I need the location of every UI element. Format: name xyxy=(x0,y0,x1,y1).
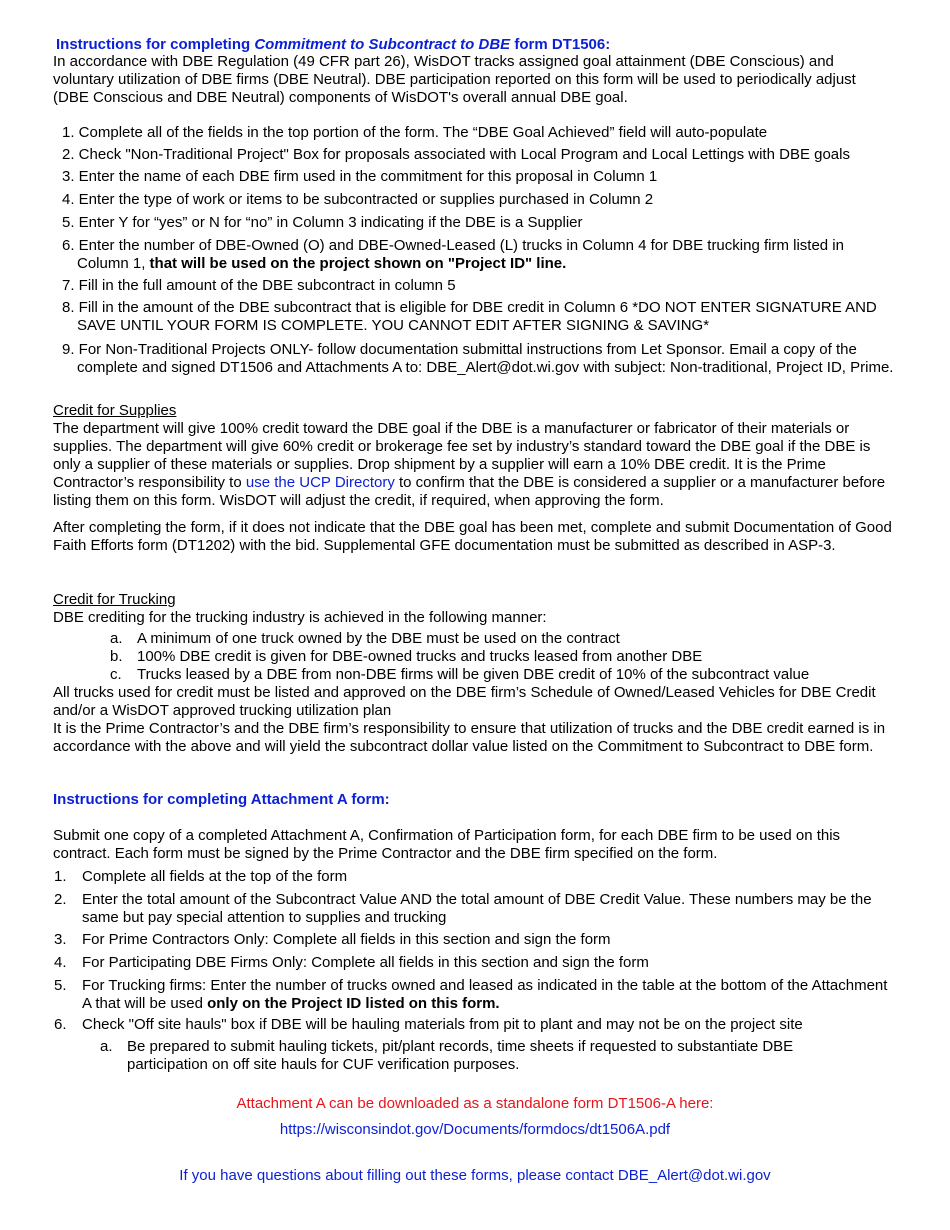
dt1506a-download-link[interactable]: https://wisconsindot.gov/Documents/formdocs/dt1506A.pdf xyxy=(279,1121,671,1138)
trucking-heading: Credit for Trucking xyxy=(53,591,176,608)
trucking-paragraph-1: All trucks used for credit must be listed and approved on the DBE firm’s Schedule of Owned/Leased Vehicles for DBE Credit and/or a WisDOT approved trucking utilization plan xyxy=(53,684,876,719)
step-item: 2. Check "Non-Traditional Project" Box for proposals associated with Local Program and Local Lettings with DBE goals xyxy=(62,146,850,163)
intro-paragraph: In accordance with DBE Regulation (49 CFR part 26), WisDOT tracks assigned goal attainment (DBE Conscious) and voluntary utilization of DBE firms (DBE Neutral). DBE participation reported on this form will be used to periodically adjust (DBE Conscious and DBE Neutral) components of WisDOT's overall annual DBE goal. xyxy=(53,53,856,106)
supplies-heading: Credit for Supplies xyxy=(53,402,177,419)
step-item: 5. Enter Y for “yes” or N for “no” in Column 3 indicating if the DBE is a Supplier xyxy=(62,214,583,231)
contact-note: If you have questions about filling out these forms, please contact DBE_Alert@dot.wi.gov xyxy=(179,1167,771,1184)
title-suffix: form DT1506: xyxy=(510,36,611,53)
ucp-directory-link[interactable]: use the UCP Directory xyxy=(245,474,395,491)
title-form-name: Commitment to Subcontract to DBE xyxy=(254,36,511,53)
after-form-paragraph: After completing the form, if it does not indicate that the DBE goal has been met, complete and submit Documentation of Good Faith Efforts form (DT1202) with the bid. Supplemental GFE documentation must be submitted as described in ASP-3. xyxy=(53,519,892,554)
step-item: 3. Enter the name of each DBE firm used in the commitment for this proposal in Column 1 xyxy=(62,168,658,185)
download-note: Attachment A can be downloaded as a standalone form DT1506-A here: xyxy=(236,1095,714,1112)
document-page: Instructions for completing Commitment to Subcontract to DBE form DT1506: In accordance with DBE Regulation (49 CFR part 26), WisDOT tracks assigned goal attainment (DBE Conscious) and voluntary utilization of DBE firms (DBE Neutral). DBE participation reported on this form will be used to periodically adjust (DBE Conscious and DBE Neutral) components of WisDOT's overall annual DBE goal. 1. Complete all of the fields in the top portion of the form. The “DBE Goal Achieved” field will auto-populate 2. Check "Non-Traditional Project" Box for proposals associated with Local Program and Local Lettings with DBE goals 3. Enter the name of each DBE firm used in the commitment for this proposal in Column 1 4. Enter the type of work or items to be subcontracted or supplies purchased in Column 2 5. Enter Y for “yes” or N for “no” in Column 3 indicating if the DBE is a Supplier 6. Enter the number of DBE-Owned (O) and DBE-Owned-Leased (L) trucks in Column 4 for DBE trucking firm listed in Column 1, that will be used on the project shown on "Project ID" line. 7. Fill in the full amount of the DBE subcontract in column 5 8. Fill in the amount of the DBE subcontract that is eligible for DBE credit in Column 6 *DO NOT ENTER SIGNATURE AND SAVE UNTIL YOUR FORM IS COMPLETE. YOU CANNOT EDIT AFTER SIGNING & SAVING* 9. For Non-Traditional Projects ONLY- follow documentation submittal instructions from Let Sponsor. Email a copy of the complete and signed DT1506 and Attachments A to: DBE_Alert@dot.wi.gov with subject: Non-traditional, Project ID, Prime. Credit for Supplies The department will give 100% credit toward the DBE goal if the DBE is a manufacturer or fabricator of their materials or supplies. The department will give 60% credit or brokerage fee set by industry’s standard toward the DBE goal if the DBE is only a supplier of these materials or supplies. Drop shipment by a supplier will earn a 10% DBE credit. It is the Prime Contractor’s responsibility to use the UCP Directory to confirm that the DBE is considered a supplier or a manufacturer before listing them on this form. WisDOT will adjust the credit, if required, when approving the form. After completing the form, if it does not indicate that the DBE goal has been met, complete and submit Documentation of Good Faith Efforts form (DT1202) with the bid. Supplemental GFE documentation must be submitted as described in ASP-3. Credit for Trucking DBE crediting for the trucking industry is achieved in the following manner: a. A minimum of one truck owned by the DBE must be used on the contract b. 100% DBE credit is given for DBE-owned trucks and trucks leased from another DBE c. Trucks leased by a DBE from non-DBE firms will be given DBE credit of 10% of the subcontract value All trucks used for credit must be listed and approved on the DBE firm’s Schedule of Owned/Leased Vehicles for DBE Credit and/or a WisDOT approved trucking utilization plan It is the Prime Contractor’s and the DBE firm’s responsibility to ensure that utilization of trucks and the DBE credit earned is in accordance with the above and will yield the subcontract dollar value listed on the Commitment to Subcontract to DBE form. Instructions for completing Attachment A form: Submit one copy of a completed Attachment A, Confirmation of Participation form, for each DBE firm to be used on this contract. Each form must be signed by the Prime Contractor and the DBE firm specified on the form. 1. Complete all fields at the top of the form 2. Enter the total amount of the Subcontract Value AND the total amount of DBE Credit Value. These numbers may be the same but pay special attention to supplies and trucking 3. For Prime Contractors Only: Complete all fields in this section and sign the form 4. For Participating DBE Firms Only: Complete all fields in this section and sign the form 5. For Trucking firms: Enter the number of trucks owned and leased as indicated in the table at the bottom of the Attachment A that will be used only on the Project ID listed on this form. 6. Check "Off site hauls" box if DBE will be hauling materials from pit to plant and may not be on the project site a. Be prepared to submit hauling tickets, pit/plant records, time sheets if requested to substantiate DBE participation on off site hauls for CUF verification purposes. Attachment A can be downloaded as a standalone form DT1506-A here: https://wisconsindot.gov/Documents/formdocs/dt1506A.pdf If you have questions about filling out these forms, please contact DBE_Alert@dot.wi.gov xyxy=(0,0,950,1230)
step-item: 6. Enter the number of DBE-Owned (O) and DBE-Owned-Leased (L) trucks in Column 4 for DBE trucking firm listed in Column 1, that will be used on the project shown on "Project ID" line. xyxy=(62,237,844,272)
trucking-lead: DBE crediting for the trucking industry is achieved in the following manner: xyxy=(53,609,547,626)
step-item: 1. Complete all of the fields in the top portion of the form. The “DBE Goal Achieved” field will auto-populate xyxy=(62,124,768,141)
attachment-heading: Instructions for completing Attachment A form: xyxy=(53,791,390,808)
form-title xyxy=(56,36,901,54)
trucking-paragraph-2: It is the Prime Contractor’s and the DBE firm’s responsibility to ensure that utilization of trucks and the DBE credit earned is in accordance with the above and will yield the subcontract dollar value listed on the Commitment to Subcontract to DBE form. xyxy=(53,720,886,755)
supplies-paragraph: The department will give 100% credit toward the DBE goal if the DBE is a manufacturer or fabricator of their materials or supplies. The department will give 60% credit or brokerage fee set by industry’s standard toward the DBE goal if the DBE is only a supplier of these materials or supplies. Drop shipment by a supplier will earn a 10% DBE credit. It is the Prime Contractor’s responsibility to use the UCP Directory to confirm that the DBE is considered a supplier or a manufacturer before listing them on this form. WisDOT will adjust the credit, if required, when approving the form. xyxy=(53,420,886,509)
step-item: 8. Fill in the amount of the DBE subcontract that is eligible for DBE credit in Column 6 *DO NOT ENTER SIGNATURE AND SAVE UNTIL YOUR FORM IS COMPLETE. YOU CANNOT EDIT AFTER SIGNING & SAVING* xyxy=(62,299,877,334)
step-item: 9. For Non-Traditional Projects ONLY- follow documentation submittal instructions from Let Sponsor. Email a copy of the complete and signed DT1506 and Attachments A to: DBE_Alert@dot.wi.gov with subject: Non-traditional, Project ID, Prime. xyxy=(62,341,894,376)
title-prefix: Instructions for completing xyxy=(56,36,255,53)
step-item: 4. Enter the type of work or items to be subcontracted or supplies purchased in Column 2 xyxy=(62,191,654,208)
step-item: 7. Fill in the full amount of the DBE subcontract in column 5 xyxy=(62,277,456,294)
attachment-intro: Submit one copy of a completed Attachment A, Confirmation of Participation form, for each DBE firm to be used on this contract. Each form must be signed by the Prime Contractor and the DBE firm specified on the form. xyxy=(53,827,841,862)
